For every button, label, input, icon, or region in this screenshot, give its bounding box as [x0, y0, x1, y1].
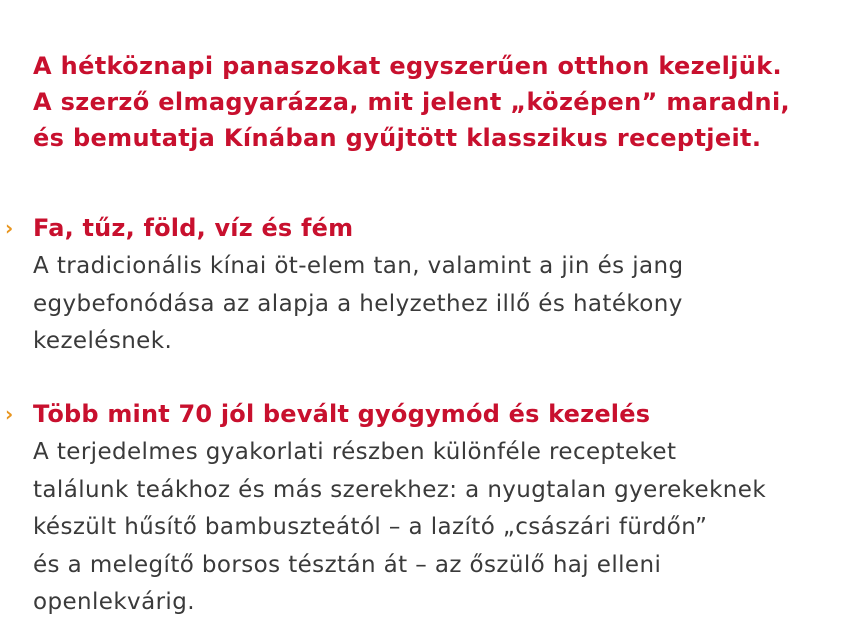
- section-heading: Több mint 70 jól bevált gyógymód és kezelés: [33, 400, 651, 428]
- body-line: készült hűsítő bambuszteától – a lazító „császári fürdőn”: [33, 514, 708, 540]
- body-line: kezelésnek.: [33, 328, 173, 354]
- section-heading: Fa, tűz, föld, víz és fém: [33, 214, 354, 242]
- body-line: openlekvárig.: [33, 589, 195, 615]
- intro-line: A szerző elmagyarázza, mit jelent „középen” maradni,: [33, 88, 790, 116]
- intro-line: A hétköznapi panaszokat egyszerűen otthon kezeljük.: [33, 52, 782, 80]
- section-body: [33, 248, 684, 361]
- chevron-right-icon: ›: [5, 402, 14, 426]
- intro-line: és bemutatja Kínában gyűjtött klasszikus receptjeit.: [33, 124, 762, 152]
- section-body: [33, 434, 766, 622]
- body-line: egybefonódása az alapja a helyzethez illő és hatékony: [33, 290, 683, 317]
- body-line: és a melegítő borsos tésztán át – az őszülő haj elleni: [33, 551, 662, 578]
- body-line: A terjedelmes gyakorlati részben különféle recepteket: [33, 439, 677, 465]
- chevron-right-icon: ›: [5, 216, 14, 240]
- body-line: találunk teákhoz és más szerekhez: a nyugtalan gyerekeknek: [33, 476, 767, 503]
- intro-paragraph: [33, 48, 843, 156]
- body-line: A tradicionális kínai öt-elem tan, valamint a jin és jang: [33, 253, 684, 279]
